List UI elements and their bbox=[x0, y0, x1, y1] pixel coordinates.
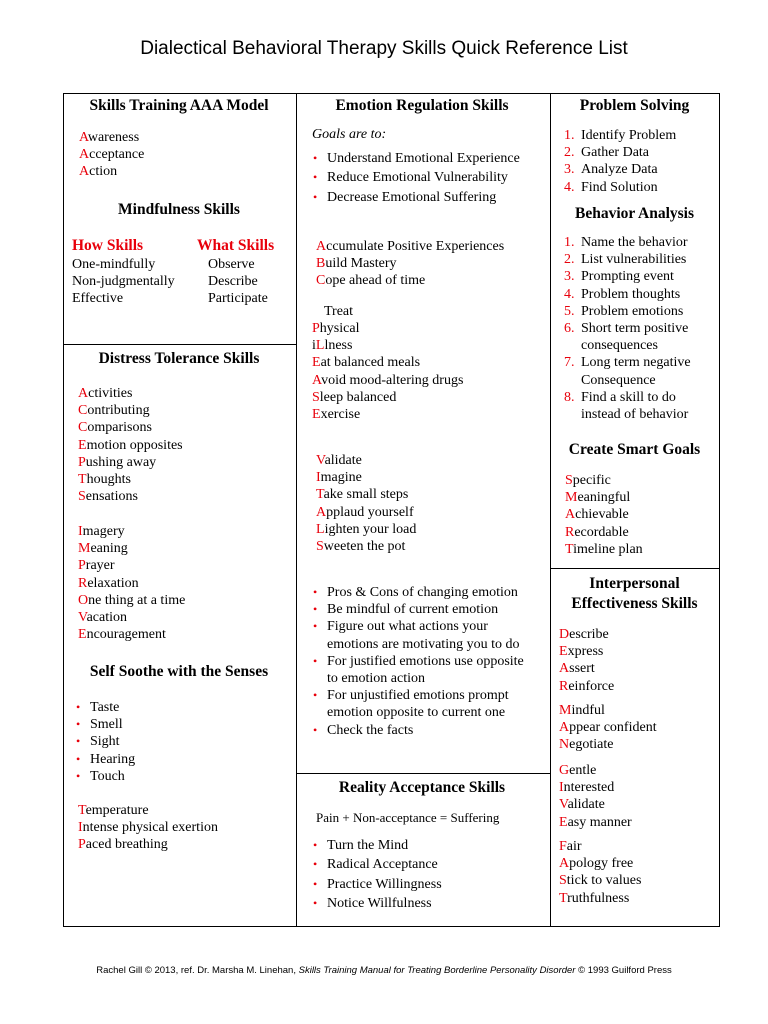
list-item bbox=[312, 406, 463, 423]
acronym-letter: V bbox=[78, 609, 87, 625]
acronym-letter: T bbox=[559, 890, 568, 906]
problem-solving-list bbox=[564, 127, 676, 196]
acronym-letter: T bbox=[316, 487, 324, 503]
numbered-item bbox=[564, 320, 691, 337]
vitals-list bbox=[316, 452, 416, 555]
item-text: ssert bbox=[569, 661, 595, 677]
numbered-item bbox=[564, 161, 676, 178]
item-text: ntense physical exertion bbox=[82, 820, 218, 836]
footer-text: © 1993 Guilford Press bbox=[575, 965, 672, 976]
list-item: One-mindfully bbox=[72, 257, 156, 272]
list-item bbox=[78, 626, 185, 643]
aaa-list bbox=[79, 128, 144, 180]
book-title: Skills Training Manual for Treating Borderline Personality Disorder bbox=[298, 965, 576, 976]
numbered-item bbox=[564, 127, 676, 144]
bullet-continuation: to emotion action bbox=[327, 670, 425, 686]
item-text: indful bbox=[571, 703, 605, 718]
list-item bbox=[559, 736, 657, 753]
numbered-item bbox=[564, 144, 676, 161]
acronym-letter: R bbox=[565, 524, 575, 540]
item-text: Prompting event bbox=[581, 269, 674, 285]
item-number: 1. bbox=[564, 235, 575, 250]
list-item bbox=[565, 506, 643, 523]
item-text: ontributing bbox=[87, 403, 150, 419]
acronym-letter: S bbox=[78, 489, 86, 505]
goals-list bbox=[313, 149, 520, 207]
item-text: asy manner bbox=[567, 814, 632, 830]
acronym-letter: I bbox=[559, 780, 564, 796]
item-text: xercise bbox=[320, 406, 361, 422]
acronym-letter: E bbox=[78, 437, 87, 453]
acronym-letter: A bbox=[79, 147, 90, 163]
list-item bbox=[312, 354, 463, 371]
item-text: pecific bbox=[572, 473, 611, 488]
bullet-item: • Practice Willingness bbox=[313, 875, 442, 894]
acronym-letter: A bbox=[559, 661, 570, 677]
reality-heading: Reality Acceptance Skills bbox=[338, 779, 506, 796]
item-prefix: i bbox=[312, 338, 316, 354]
bullet-item: • Touch bbox=[76, 768, 135, 785]
item-text: ruthfulness bbox=[567, 890, 630, 906]
item-number: 8. bbox=[564, 389, 575, 405]
list-item bbox=[78, 540, 185, 557]
list-item bbox=[565, 524, 643, 541]
item-text: leep balanced bbox=[319, 389, 397, 405]
acronym-letter: N bbox=[559, 737, 570, 753]
item-continuation: Consequence bbox=[581, 372, 656, 388]
list-item bbox=[316, 469, 416, 486]
item-text: omparisons bbox=[87, 420, 152, 436]
list-item bbox=[312, 372, 463, 389]
acronym-letter: S bbox=[312, 389, 320, 405]
give-list bbox=[559, 762, 632, 831]
numbered-item bbox=[564, 179, 676, 196]
reality-equation: Pain + Non-acceptance = Suffering bbox=[316, 810, 500, 825]
acronym-letter: S bbox=[316, 538, 324, 554]
item-text: Name the behavior bbox=[581, 235, 688, 250]
item-text: cceptance bbox=[89, 147, 145, 163]
acronym-letter: A bbox=[79, 130, 88, 145]
item-text: ensations bbox=[85, 489, 138, 505]
item-text: Gather Data bbox=[581, 145, 650, 161]
list-item bbox=[559, 719, 657, 736]
item-text: Analyze Data bbox=[581, 162, 658, 178]
footer-citation bbox=[0, 965, 768, 976]
acronym-letter: C bbox=[78, 420, 88, 436]
acronym-letter: B bbox=[316, 256, 326, 272]
senses-list bbox=[76, 699, 135, 785]
tip-list bbox=[78, 802, 218, 854]
list-item bbox=[78, 488, 183, 505]
smart-goals-heading: Create Smart Goals bbox=[568, 441, 701, 458]
list-item bbox=[565, 489, 643, 506]
item-text: escribe bbox=[569, 627, 609, 642]
list-item bbox=[78, 385, 183, 402]
page-title: Dialectical Behavioral Therapy Skills Quick Reference List bbox=[140, 38, 628, 59]
distress-heading: Distress Tolerance Skills bbox=[98, 350, 260, 367]
numbered-item bbox=[564, 268, 691, 285]
item-text: houghts bbox=[86, 471, 131, 487]
man-list bbox=[559, 702, 657, 754]
acronym-letter: A bbox=[559, 856, 570, 872]
acronym-letter: C bbox=[78, 403, 88, 419]
acronym-letter: E bbox=[312, 355, 321, 371]
acronym-letter: E bbox=[312, 406, 321, 422]
list-item bbox=[78, 819, 218, 836]
item-number: 4. bbox=[564, 286, 575, 302]
list-item bbox=[79, 162, 144, 179]
footer-text: Rachel Gill © 2013, ref. Dr. Marsha M. Linehan, bbox=[96, 965, 299, 976]
numbered-item bbox=[564, 354, 691, 371]
list-item bbox=[559, 643, 614, 660]
item-text: ction bbox=[89, 164, 118, 180]
bullet-item: • Taste bbox=[76, 699, 135, 716]
item-text: alidate bbox=[324, 453, 362, 468]
acronym-letter: A bbox=[316, 239, 327, 254]
smart-goals-list bbox=[565, 472, 643, 558]
acronym-letter: V bbox=[316, 453, 325, 468]
row-divider bbox=[550, 568, 720, 569]
what-skills-list bbox=[208, 256, 268, 308]
acronym-letter: S bbox=[565, 473, 573, 488]
behavior-analysis-list bbox=[564, 234, 691, 423]
list-item bbox=[78, 575, 185, 592]
item-text: ne thing at a time bbox=[88, 592, 186, 608]
acronym-letter: A bbox=[565, 507, 576, 523]
list-item bbox=[316, 272, 504, 289]
row-divider bbox=[64, 344, 296, 345]
bullet-item: • Understand Emotional Experience bbox=[313, 149, 520, 168]
acronym-letter: A bbox=[78, 386, 89, 401]
item-number: 7. bbox=[564, 355, 575, 371]
item-text: ake small steps bbox=[323, 487, 409, 503]
item-text: chievable bbox=[575, 507, 629, 523]
list-item bbox=[78, 471, 183, 488]
item-text: emperature bbox=[85, 803, 149, 818]
reality-list bbox=[313, 836, 442, 913]
acronym-letter: T bbox=[78, 803, 86, 818]
item-text: Find Solution bbox=[581, 179, 658, 195]
list-item bbox=[312, 337, 463, 354]
bullet-item: • Pros & Cons of changing emotion bbox=[313, 584, 524, 601]
bullet-item: • Be mindful of current emotion bbox=[313, 601, 524, 618]
item-text: ighten your load bbox=[324, 521, 417, 537]
goals-label: Goals are to: bbox=[312, 127, 387, 142]
item-text: tick to values bbox=[566, 873, 642, 889]
how-skills-heading: How Skills bbox=[72, 237, 144, 254]
numbered-item bbox=[564, 251, 691, 268]
item-text: List vulnerabilities bbox=[581, 252, 687, 268]
list-item bbox=[78, 836, 218, 853]
acronym-letter: M bbox=[565, 490, 578, 506]
what-skills-heading: What Skills bbox=[197, 237, 275, 254]
list-item bbox=[78, 437, 183, 454]
item-text: magine bbox=[320, 470, 362, 486]
bullet-item: • Figure out what actions your bbox=[313, 618, 524, 635]
acronym-letter: A bbox=[316, 504, 327, 520]
bullet-item: • For justified emotions use opposite bbox=[313, 653, 524, 670]
item-text: einforce bbox=[568, 678, 615, 694]
bullet-item: • Turn the Mind bbox=[313, 836, 442, 855]
item-text: air bbox=[566, 839, 582, 854]
numbered-item bbox=[564, 234, 691, 251]
list-item bbox=[565, 472, 643, 489]
accepts-list bbox=[78, 385, 183, 505]
list-item bbox=[559, 678, 614, 695]
item-number: 2. bbox=[564, 145, 575, 161]
acronym-letter: G bbox=[559, 763, 570, 778]
item-text: rayer bbox=[85, 558, 115, 574]
list-item bbox=[316, 238, 504, 255]
bullet-item: • Smell bbox=[76, 716, 135, 733]
list-item bbox=[316, 504, 416, 521]
item-text: Short term positive bbox=[581, 320, 689, 336]
list-item bbox=[79, 145, 144, 162]
list-item: Describe bbox=[208, 274, 258, 290]
list-item: Participate bbox=[208, 291, 268, 307]
acronym-letter: M bbox=[559, 703, 572, 718]
list-item bbox=[559, 762, 632, 779]
list-item bbox=[78, 419, 183, 436]
list-item: Observe bbox=[208, 257, 255, 272]
interpersonal-heading-line: Interpersonal bbox=[589, 575, 680, 592]
acronym-letter: R bbox=[559, 678, 569, 694]
list-item bbox=[312, 389, 463, 406]
acronym-letter: P bbox=[78, 558, 86, 574]
list-item bbox=[79, 128, 144, 145]
list-item bbox=[559, 626, 614, 643]
list-item bbox=[559, 796, 632, 813]
list-item bbox=[559, 890, 641, 907]
fast-list bbox=[559, 838, 641, 907]
acronym-letter: T bbox=[565, 541, 574, 557]
item-text: imeline plan bbox=[573, 541, 643, 557]
item-number: 1. bbox=[564, 128, 575, 143]
item-continuation: consequences bbox=[581, 338, 658, 354]
item-number: 5. bbox=[564, 303, 575, 319]
improve-list bbox=[78, 523, 185, 643]
item-text: ushing away bbox=[85, 454, 157, 470]
list-item bbox=[559, 779, 632, 796]
item-text: eaning bbox=[90, 541, 128, 557]
acronym-letter: E bbox=[78, 627, 87, 643]
dear-list bbox=[559, 626, 614, 695]
item-text: acation bbox=[86, 609, 127, 625]
acronym-letter: I bbox=[78, 820, 83, 836]
self-soothe-heading: Self Soothe with the Senses bbox=[89, 663, 269, 680]
bullet-continuation: emotion opposite to current one bbox=[327, 705, 506, 721]
item-text: ppear confident bbox=[569, 720, 657, 736]
list-item bbox=[78, 609, 185, 626]
list-item bbox=[316, 255, 504, 272]
list-item bbox=[559, 702, 657, 719]
item-text: elaxation bbox=[87, 575, 139, 591]
item-text: weeten the pot bbox=[323, 538, 406, 554]
item-text: motion opposites bbox=[86, 437, 183, 453]
list-item bbox=[78, 557, 185, 574]
acronym-letter: F bbox=[559, 839, 567, 854]
acronym-letter: L bbox=[315, 338, 325, 354]
acronym-letter: R bbox=[78, 575, 88, 591]
acronym-letter: I bbox=[316, 470, 321, 486]
acronym-letter: T bbox=[78, 471, 87, 487]
item-text: magery bbox=[82, 524, 125, 539]
acronym-letter: P bbox=[78, 837, 86, 853]
numbered-item bbox=[564, 303, 691, 320]
acronym-letter: P bbox=[312, 321, 320, 336]
item-number: 6. bbox=[564, 320, 575, 336]
acronym-letter: A bbox=[312, 372, 322, 388]
item-text: Long term negative bbox=[581, 355, 691, 371]
bullet-item: • Decrease Emotional Suffering bbox=[313, 188, 520, 207]
item-text: ecordable bbox=[574, 524, 629, 540]
bullet-item: • Sight bbox=[76, 733, 135, 750]
please-list bbox=[312, 320, 463, 423]
bullet-item: • Notice Willfulness bbox=[313, 894, 442, 913]
acronym-letter: P bbox=[78, 454, 86, 470]
emotion-bullets bbox=[313, 584, 524, 739]
list-item bbox=[78, 523, 185, 540]
list-item bbox=[559, 814, 632, 831]
how-skills-list bbox=[72, 256, 175, 308]
item-text: nterested bbox=[563, 780, 615, 796]
aaa-heading: Skills Training AAA Model bbox=[89, 97, 269, 114]
acronym-letter: V bbox=[559, 797, 568, 813]
acronym-letter: A bbox=[79, 164, 90, 180]
list-item bbox=[559, 872, 641, 889]
item-text: entle bbox=[569, 763, 597, 778]
acronym-letter: L bbox=[316, 521, 325, 537]
bullet-continuation: emotions are motivating you to do bbox=[327, 636, 520, 652]
item-text: Identify Problem bbox=[581, 128, 677, 143]
bullet-item: • Check the facts bbox=[313, 722, 524, 739]
item-text: eaningful bbox=[577, 490, 631, 506]
acronym-letter: S bbox=[559, 873, 567, 889]
abc-list bbox=[316, 238, 504, 290]
item-text: pology free bbox=[569, 856, 634, 872]
list-item: Effective bbox=[72, 291, 124, 307]
item-text: Problem thoughts bbox=[581, 286, 681, 302]
acronym-letter: M bbox=[78, 541, 91, 557]
list-item bbox=[316, 486, 416, 503]
list-item bbox=[78, 454, 183, 471]
bullet-item: • Radical Acceptance bbox=[313, 855, 442, 874]
list-item bbox=[316, 521, 416, 538]
list-item bbox=[565, 541, 643, 558]
list-item bbox=[559, 855, 641, 872]
item-continuation: instead of behavior bbox=[581, 406, 689, 422]
list-item bbox=[78, 592, 185, 609]
interpersonal-heading-line: Effectiveness Skills bbox=[571, 595, 698, 612]
list-item bbox=[559, 660, 614, 677]
item-text: alidate bbox=[567, 797, 605, 813]
list-item bbox=[316, 538, 416, 555]
item-text: uild Mastery bbox=[325, 256, 397, 272]
item-text: ccumulate Positive Experiences bbox=[326, 239, 505, 254]
numbered-item bbox=[564, 389, 691, 406]
item-text: hysical bbox=[319, 321, 360, 336]
item-text: at balanced meals bbox=[320, 355, 421, 371]
item-text: ope ahead of time bbox=[325, 273, 426, 289]
column-divider bbox=[296, 94, 297, 926]
item-text: wareness bbox=[87, 130, 140, 145]
list-item bbox=[78, 402, 183, 419]
bullet-item: • Hearing bbox=[76, 751, 135, 768]
item-number: 2. bbox=[564, 252, 575, 268]
treat-label: Treat bbox=[324, 304, 354, 319]
item-text: lness bbox=[324, 338, 353, 354]
acronym-letter: O bbox=[78, 592, 89, 608]
list-item bbox=[78, 802, 218, 819]
numbered-item bbox=[564, 286, 691, 303]
bullet-item: • For unjustified emotions prompt bbox=[313, 687, 524, 704]
bullet-item: • Reduce Emotional Vulnerability bbox=[313, 168, 520, 187]
item-text: ncouragement bbox=[86, 627, 166, 643]
item-text: pplaud yourself bbox=[326, 504, 414, 520]
item-text: Find a skill to do bbox=[581, 389, 676, 405]
item-text: Problem emotions bbox=[581, 303, 684, 319]
interpersonal-heading bbox=[549, 574, 720, 614]
item-number: 3. bbox=[564, 269, 575, 285]
item-number: 3. bbox=[564, 162, 575, 178]
item-text: void mood-altering drugs bbox=[321, 372, 464, 388]
list-item bbox=[316, 452, 416, 469]
list-item bbox=[559, 838, 641, 855]
item-number: 4. bbox=[564, 179, 575, 195]
acronym-letter: A bbox=[559, 720, 570, 736]
acronym-letter: E bbox=[559, 644, 568, 660]
row-divider bbox=[296, 773, 550, 774]
emotion-heading: Emotion Regulation Skills bbox=[335, 97, 509, 114]
acronym-letter: E bbox=[559, 814, 568, 830]
acronym-letter: D bbox=[559, 627, 570, 642]
item-text: xpress bbox=[567, 644, 604, 660]
list-item bbox=[312, 320, 463, 337]
item-text: aced breathing bbox=[85, 837, 168, 853]
list-item: Non-judgmentally bbox=[72, 274, 175, 290]
acronym-letter: I bbox=[78, 524, 83, 539]
problem-solving-heading: Problem Solving bbox=[579, 97, 690, 114]
acronym-letter: C bbox=[316, 273, 326, 289]
item-text: ctivities bbox=[88, 386, 133, 401]
mindfulness-heading: Mindfulness Skills bbox=[118, 201, 240, 218]
item-text: egotiate bbox=[569, 737, 614, 753]
behavior-analysis-heading: Behavior Analysis bbox=[574, 205, 694, 222]
